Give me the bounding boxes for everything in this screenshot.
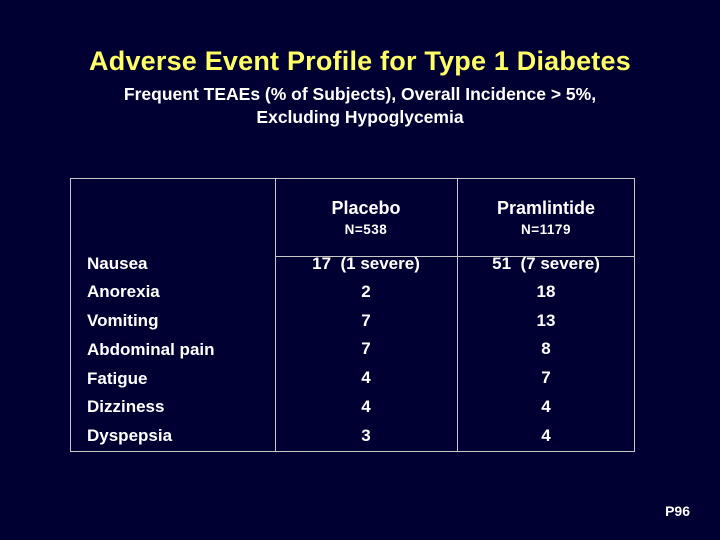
slide-title: Adverse Event Profile for Type 1 Diabetes — [89, 46, 631, 76]
cell-placebo: 4 — [361, 368, 371, 387]
column-n-placebo: N=538 — [344, 222, 388, 237]
cell-placebo: 4 — [361, 397, 371, 416]
cell-pramlintide: 13 — [536, 311, 556, 330]
cell-pramlintide: 51 (7 severe) — [492, 254, 600, 273]
row-label-dyspepsia: Dyspepsia — [87, 426, 173, 445]
cell-placebo: 3 — [361, 426, 371, 445]
row-label-nausea: Nausea — [87, 254, 148, 273]
cell-pramlintide: 4 — [541, 397, 551, 416]
column-header-pramlintide: Pramlintide — [496, 198, 596, 218]
column-n-pramlintide: N=1179 — [521, 222, 571, 237]
cell-placebo: 7 — [361, 311, 371, 330]
row-label-anorexia: Anorexia — [87, 282, 160, 301]
cell-placebo: 7 — [361, 339, 371, 358]
subtitle-line-2: Excluding Hypoglycemia — [256, 107, 464, 127]
cell-placebo: 17 (1 severe) — [312, 254, 420, 273]
adverse-event-table — [70, 178, 635, 452]
slide-subtitle — [0, 83, 720, 129]
page-number: P96 — [665, 503, 690, 519]
row-label-abdominal-pain: Abdominal pain — [87, 340, 215, 359]
cell-pramlintide: 18 — [536, 282, 556, 301]
cell-placebo: 2 — [361, 282, 371, 301]
cell-pramlintide: 8 — [541, 339, 551, 358]
row-label-vomiting: Vomiting — [87, 311, 159, 330]
cell-pramlintide: 7 — [541, 368, 551, 387]
row-label-fatigue: Fatigue — [87, 369, 148, 388]
subtitle-line-1: Frequent TEAEs (% of Subjects), Overall Incidence > 5%, — [123, 84, 597, 104]
row-label-dizziness: Dizziness — [87, 397, 165, 416]
cell-pramlintide: 4 — [541, 426, 551, 445]
column-header-placebo: Placebo — [331, 198, 401, 218]
